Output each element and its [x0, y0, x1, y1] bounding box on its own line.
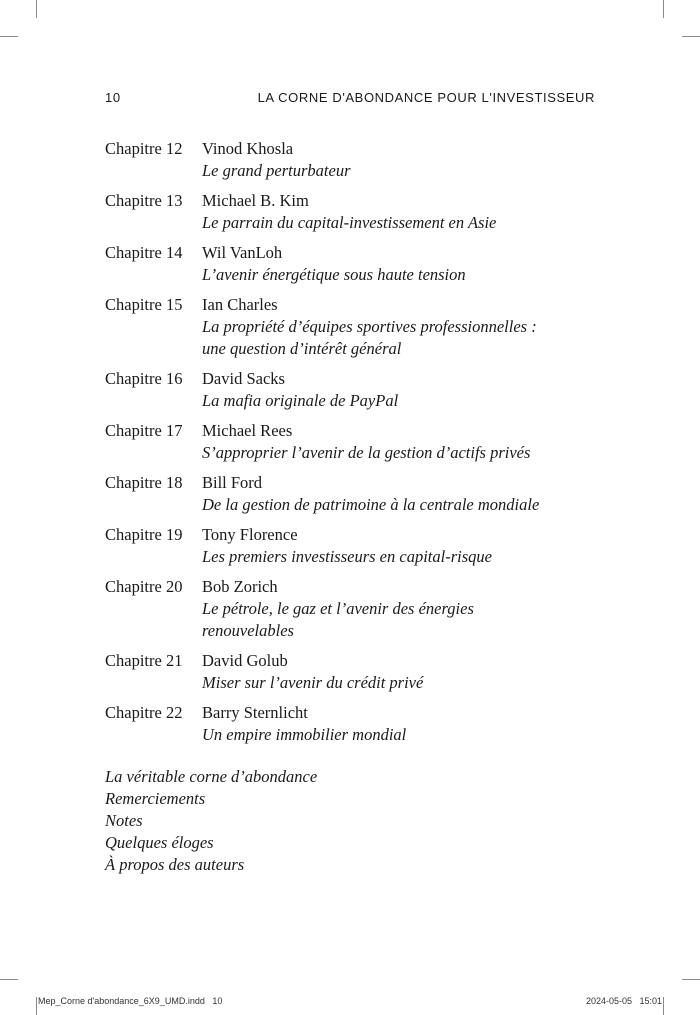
back-matter-item: La véritable corne d’abondance	[105, 767, 318, 786]
chapter-author: Ian Charles	[202, 295, 278, 314]
chapter-label: Chapitre 17	[105, 421, 183, 440]
chapter-info	[202, 368, 575, 412]
crop-mark	[682, 36, 700, 37]
chapter-label: Chapitre 13	[105, 191, 183, 210]
chapter-label: Chapitre 20	[105, 577, 183, 596]
chapter-info	[202, 420, 575, 464]
chapter-subtitle: De la gestion de patrimoine à la centrale mondiale	[202, 495, 540, 514]
toc-entry	[105, 650, 575, 694]
chapter-info	[202, 242, 575, 286]
chapter-subtitle: Un empire immobilier mondial	[202, 725, 407, 744]
back-matter-item: Quelques éloges	[105, 833, 214, 852]
toc-entry	[105, 190, 575, 234]
back-matter-list	[105, 766, 575, 876]
chapter-author: Michael B. Kim	[202, 191, 309, 210]
toc-entry	[105, 368, 575, 412]
table-of-contents	[105, 138, 575, 754]
chapter-author: Tony Florence	[202, 525, 298, 544]
crop-mark	[682, 979, 700, 980]
toc-entry	[105, 472, 575, 516]
chapter-info	[202, 576, 575, 642]
chapter-subtitle: La propriété d’équipes sportives professionnelles : une question d’intérêt général	[202, 317, 537, 358]
page-number: 10	[105, 90, 121, 105]
crop-mark	[663, 0, 664, 18]
chapter-subtitle: Le parrain du capital-investissement en Asie	[202, 213, 497, 232]
chapter-info	[202, 190, 575, 234]
crop-mark	[0, 979, 18, 980]
chapter-info	[202, 294, 575, 360]
chapter-subtitle: Le grand perturbateur	[202, 161, 351, 180]
slug-timestamp: 2024-05-05 15:01	[585, 996, 662, 1006]
chapter-label: Chapitre 12	[105, 139, 183, 158]
back-matter-item: Remerciements	[105, 789, 206, 808]
chapter-subtitle: La mafia originale de PayPal	[202, 391, 399, 410]
chapter-label: Chapitre 22	[105, 703, 183, 722]
toc-entry	[105, 138, 575, 182]
chapter-author: David Sacks	[202, 369, 285, 388]
toc-entry	[105, 294, 575, 360]
crop-mark	[36, 0, 37, 18]
chapter-author: Michael Rees	[202, 421, 293, 440]
chapter-info	[202, 524, 575, 568]
chapter-label: Chapitre 21	[105, 651, 183, 670]
chapter-author: Bob Zorich	[202, 577, 278, 596]
chapter-label: Chapitre 14	[105, 243, 183, 262]
chapter-subtitle: S’approprier l’avenir de la gestion d’actifs privés	[202, 443, 531, 462]
chapter-info	[202, 702, 575, 746]
chapter-subtitle: Miser sur l’avenir du crédit privé	[202, 673, 424, 692]
toc-entry	[105, 524, 575, 568]
running-title: LA CORNE D'ABONDANCE POUR L'INVESTISSEUR	[257, 90, 595, 105]
toc-entry	[105, 420, 575, 464]
crop-mark	[36, 997, 37, 1015]
back-matter-item: Notes	[105, 811, 143, 830]
chapter-subtitle: Les premiers investisseurs en capital-risque	[202, 547, 492, 566]
toc-entry	[105, 242, 575, 286]
chapter-author: Bill Ford	[202, 473, 263, 492]
toc-entry	[105, 702, 575, 746]
crop-mark	[0, 36, 18, 37]
chapter-info	[202, 138, 575, 182]
chapter-author: Barry Sternlicht	[202, 703, 308, 722]
chapter-subtitle: Le pétrole, le gaz et l’avenir des énergies renouvelables	[202, 599, 474, 640]
toc-entry	[105, 576, 575, 642]
chapter-label: Chapitre 18	[105, 473, 183, 492]
chapter-author: Vinod Khosla	[202, 139, 294, 158]
chapter-label: Chapitre 16	[105, 369, 183, 388]
slug-filename: Mep_Corne d'abondance_6X9_UMD.indd 10	[38, 996, 223, 1006]
back-matter-item: À propos des auteurs	[105, 855, 245, 874]
chapter-author: Wil VanLoh	[202, 243, 283, 262]
crop-mark	[663, 997, 664, 1015]
chapter-author: David Golub	[202, 651, 288, 670]
chapter-info	[202, 650, 575, 694]
chapter-label: Chapitre 15	[105, 295, 183, 314]
chapter-label: Chapitre 19	[105, 525, 183, 544]
chapter-info	[202, 472, 575, 516]
chapter-subtitle: L’avenir énergétique sous haute tension	[202, 265, 466, 284]
